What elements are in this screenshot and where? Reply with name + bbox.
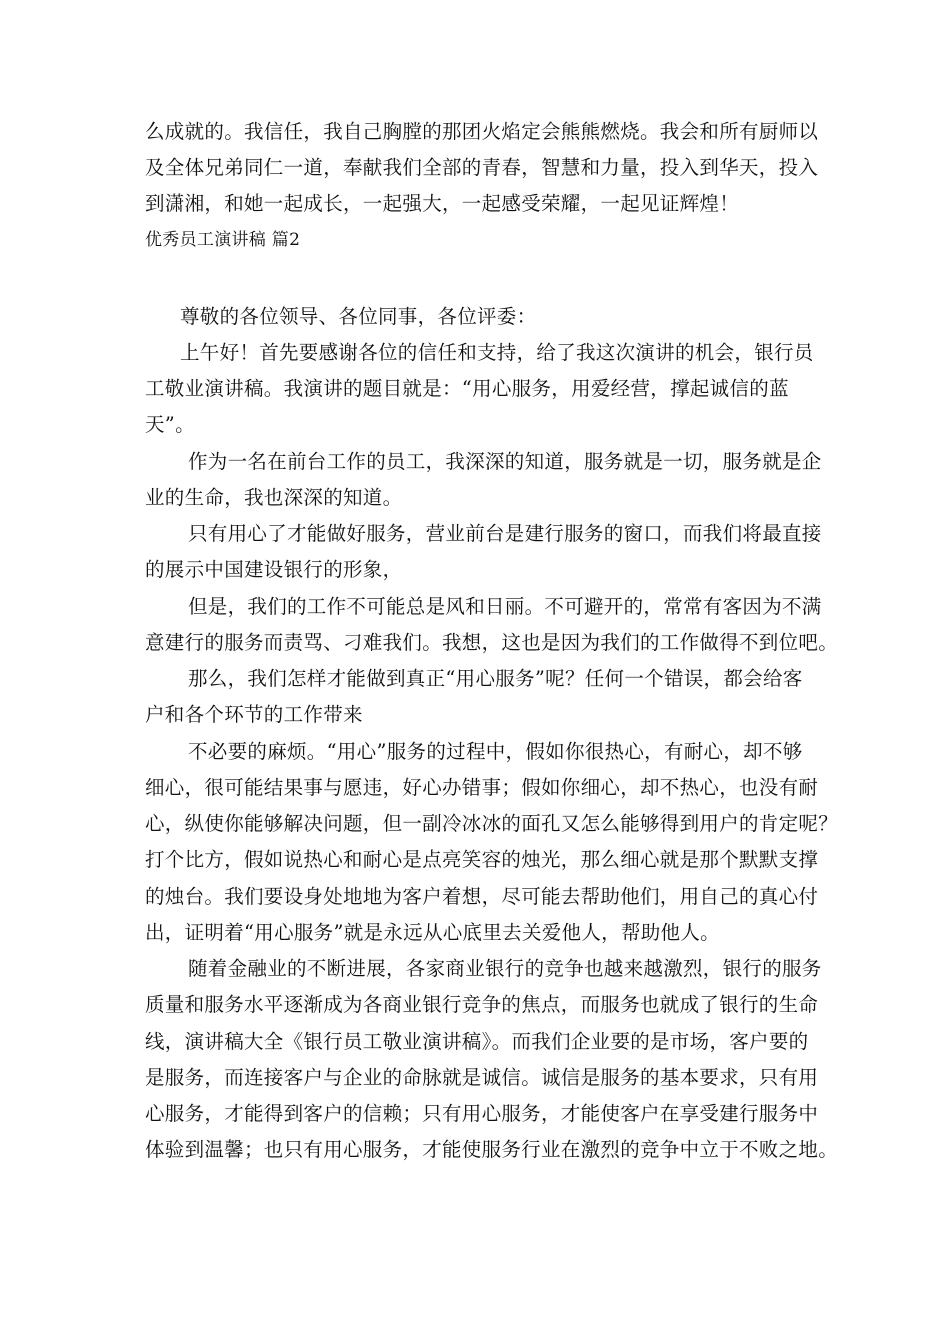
paragraph-line: 的展示中国建设银行的形象，	[145, 558, 403, 581]
paragraph-line: 作为一名在前台工作的员工，我深深的知道，服务就是一切，服务就是企	[188, 450, 822, 473]
paragraph-line: 工敬业演讲稿。我演讲的题目就是：“用心服务，用爱经营，撑起诚信的蓝	[145, 377, 789, 400]
paragraph-line: 体验到温馨；也只有用心服务，才能使服务行业在激烈的竞争中立于不败之地。	[145, 1138, 839, 1161]
paragraph-line: 天”。	[145, 413, 195, 436]
paragraph-line: 质量和服务水平逐渐成为各商业银行竞争的焦点，而服务也就成了银行的生命	[145, 993, 819, 1016]
salutation-line: 尊敬的各位领导、各位同事，各位评委：	[180, 305, 537, 328]
section-title: 优秀员工演讲稿 篇2	[145, 230, 301, 250]
paragraph-line: 只有用心了才能做好服务，营业前台是建行服务的窗口，而我们将最直接	[188, 522, 822, 545]
paragraph-line: 但是，我们的工作不可能总是风和日丽。不可避开的，常常有客因为不满	[188, 595, 822, 618]
paragraph-line: 的烛台。我们要设身处地地为客户着想，尽可能去帮助他们，用自己的真心付	[145, 885, 819, 908]
paragraph-line: 心，纵使你能够解决问题，但一副冷冰冰的面孔又怎么能够得到用户的肯定呢？	[145, 812, 839, 835]
paragraph-line: 出，证明着“用心服务”就是永远从心底里去关爱他人，帮助他人。	[145, 921, 720, 944]
paragraph-line: 线，演讲稿大全《银行员工敬业演讲稿》。而我们企业要的是市场，客户要的	[145, 1030, 809, 1053]
paragraph-line: 到潇湘，和她一起成长，一起强大，一起感受荣耀，一起见证辉煌！	[145, 192, 740, 215]
paragraph-line: 户和各个环节的工作带来	[145, 703, 363, 726]
paragraph-line: 意建行的服务而责骂、刁难我们。我想，这也是因为我们的工作做得不到位吧。	[145, 631, 839, 654]
paragraph-line: 打个比方，假如说热心和耐心是点亮笑容的烛光，那么细心就是那个默默支撑	[145, 848, 819, 871]
paragraph-line: 心服务，才能得到客户的信赖；只有用心服务，才能使客户在享受建行服务中	[145, 1102, 819, 1125]
paragraph-line: 是服务，而连接客户与企业的命脉就是诚信。诚信是服务的基本要求，只有用	[145, 1066, 819, 1089]
paragraph-line: 那么，我们怎样才能做到真正“用心服务”呢？任何一个错误，都会给客	[188, 667, 803, 690]
paragraph-line: 细心，很可能结果事与愿违，好心办错事；假如你细心，却不热心，也没有耐	[145, 776, 819, 799]
paragraph-line: 随着金融业的不断进展，各家商业银行的竞争也越来越激烈，银行的服务	[188, 957, 822, 980]
paragraph-line: 上午好！首先要感谢各位的信任和支持，给了我这次演讲的机会，银行员	[180, 341, 814, 364]
paragraph-line: 么成就的。我信任，我自己胸膛的那团火焰定会熊熊燃烧。我会和所有厨师以	[145, 120, 819, 143]
paragraph-line: 不必要的麻烦。“用心”服务的过程中，假如你很热心，有耐心，却不够	[188, 740, 803, 763]
paragraph-line: 及全体兄弟同仁一道，奉献我们全部的青春，智慧和力量，投入到华天，投入	[145, 156, 819, 179]
paragraph-line: 业的生命，我也深深的知道。	[145, 486, 403, 509]
